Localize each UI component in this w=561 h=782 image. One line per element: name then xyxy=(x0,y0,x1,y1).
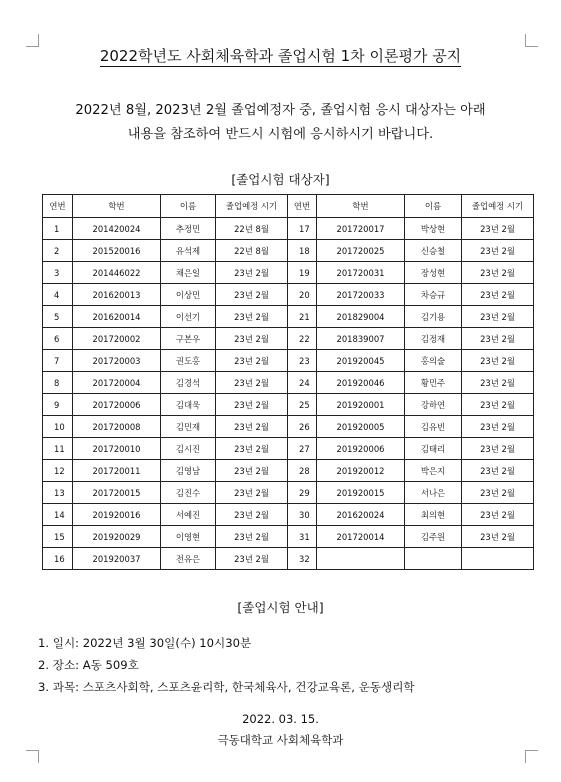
table-row xyxy=(43,262,534,284)
table-row xyxy=(43,416,534,438)
cell-student-id: 201720002 xyxy=(73,328,161,350)
header-student-id: 학번 xyxy=(73,195,161,218)
cell-student-id xyxy=(317,548,405,570)
cell-graduation: 23년 2월 xyxy=(216,306,288,328)
cell-student-id: 201446022 xyxy=(73,262,161,284)
cell-no: 14 xyxy=(43,504,73,526)
cell-graduation: 23년 2월 xyxy=(216,262,288,284)
intro-line-2: 내용을 참조하여 반드시 시험에 응시하시기 바랍니다. xyxy=(127,127,434,142)
intro-line-1: 2022년 8월, 2023년 2월 졸업예정자 중, 졸업시험 응시 대상자는 아래 xyxy=(75,103,486,118)
cell-name: 강하연 xyxy=(405,394,462,416)
notice-title-block xyxy=(0,45,561,66)
table-row xyxy=(43,482,534,504)
cell-name: 김태리 xyxy=(405,438,462,460)
cell-graduation: 23년 2월 xyxy=(462,284,534,306)
cell-graduation: 23년 2월 xyxy=(462,328,534,350)
cell-name: 이상민 xyxy=(161,284,216,306)
table-row xyxy=(43,240,534,262)
cell-name: 김대욱 xyxy=(161,394,216,416)
cell-no: 9 xyxy=(43,394,73,416)
cell-student-id: 201920037 xyxy=(73,548,161,570)
cell-name: 홍의술 xyxy=(405,350,462,372)
cell-name: 박은지 xyxy=(405,460,462,482)
table-row xyxy=(43,218,534,240)
cell-name: 이영현 xyxy=(161,526,216,548)
cell-no: 30 xyxy=(288,504,317,526)
header-no: 연번 xyxy=(288,195,317,218)
cell-no: 3 xyxy=(43,262,73,284)
cell-no: 19 xyxy=(288,262,317,284)
cell-name: 서나은 xyxy=(405,482,462,504)
cell-graduation: 23년 2월 xyxy=(216,284,288,306)
cell-student-id: 201720031 xyxy=(317,262,405,284)
table-row xyxy=(43,460,534,482)
table-row xyxy=(43,394,534,416)
cell-student-id: 201829004 xyxy=(317,306,405,328)
exam-subjects: 3. 과목: 스포츠사회학, 스포츠윤리학, 한국체육사, 건강교육론, 운동생리학 xyxy=(38,680,415,694)
table-row xyxy=(43,504,534,526)
cell-graduation: 23년 2월 xyxy=(462,218,534,240)
header-graduation: 졸업예정 시기 xyxy=(216,195,288,218)
cell-graduation: 23년 2월 xyxy=(462,416,534,438)
exam-datetime: 1. 일시: 2022년 3월 30일(수) 10시30분 xyxy=(38,636,252,650)
header-name: 이름 xyxy=(405,195,462,218)
crop-mark-bottom-left xyxy=(26,750,39,763)
cell-graduation: 23년 2월 xyxy=(462,350,534,372)
cell-student-id: 201920005 xyxy=(317,416,405,438)
cell-no: 20 xyxy=(288,284,317,306)
cell-student-id: 201720011 xyxy=(73,460,161,482)
cell-name: 황민주 xyxy=(405,372,462,394)
cell-student-id: 201920045 xyxy=(317,350,405,372)
cell-name: 장성현 xyxy=(405,262,462,284)
cell-graduation: 23년 2월 xyxy=(462,438,534,460)
cell-name: 구본우 xyxy=(161,328,216,350)
table-row xyxy=(43,350,534,372)
cell-no: 12 xyxy=(43,460,73,482)
cell-graduation xyxy=(462,548,534,570)
cell-graduation: 23년 2월 xyxy=(462,372,534,394)
cell-student-id: 201920046 xyxy=(317,372,405,394)
cell-name: 서예진 xyxy=(161,504,216,526)
cell-student-id: 201720010 xyxy=(73,438,161,460)
cell-name: 김영남 xyxy=(161,460,216,482)
cell-no: 1 xyxy=(43,218,73,240)
cell-graduation: 23년 2월 xyxy=(216,394,288,416)
cell-no: 4 xyxy=(43,284,73,306)
cell-graduation: 23년 2월 xyxy=(462,240,534,262)
cell-name: 김시진 xyxy=(161,438,216,460)
cell-student-id: 201920001 xyxy=(317,394,405,416)
cell-name xyxy=(405,548,462,570)
cell-no: 15 xyxy=(43,526,73,548)
cell-graduation: 23년 2월 xyxy=(216,482,288,504)
cell-student-id: 201720015 xyxy=(73,482,161,504)
cell-no: 17 xyxy=(288,218,317,240)
cell-no: 18 xyxy=(288,240,317,262)
cell-name: 채은일 xyxy=(161,262,216,284)
cell-no: 32 xyxy=(288,548,317,570)
cell-student-id: 201920012 xyxy=(317,460,405,482)
cell-student-id: 201920029 xyxy=(73,526,161,548)
cell-student-id: 201720006 xyxy=(73,394,161,416)
cell-student-id: 201520016 xyxy=(73,240,161,262)
table-header-row xyxy=(43,195,534,218)
cell-name: 권도홍 xyxy=(161,350,216,372)
table-row xyxy=(43,306,534,328)
header-graduation: 졸업예정 시기 xyxy=(462,195,534,218)
cell-name: 추정민 xyxy=(161,218,216,240)
cell-no: 6 xyxy=(43,328,73,350)
cell-name: 전유은 xyxy=(161,548,216,570)
cell-no: 13 xyxy=(43,482,73,504)
cell-graduation: 23년 2월 xyxy=(216,416,288,438)
cell-no: 28 xyxy=(288,460,317,482)
table-row xyxy=(43,284,534,306)
cell-student-id: 201720003 xyxy=(73,350,161,372)
cell-name: 김기용 xyxy=(405,306,462,328)
crop-mark-bottom-right xyxy=(525,750,538,763)
table-row xyxy=(43,438,534,460)
cell-no: 25 xyxy=(288,394,317,416)
cell-no: 16 xyxy=(43,548,73,570)
cell-name: 김주원 xyxy=(405,526,462,548)
cell-graduation: 23년 2월 xyxy=(216,548,288,570)
header-student-id: 학번 xyxy=(317,195,405,218)
header-name: 이름 xyxy=(161,195,216,218)
cell-name: 김진수 xyxy=(161,482,216,504)
cell-student-id: 201720004 xyxy=(73,372,161,394)
cell-student-id: 201620013 xyxy=(73,284,161,306)
cell-graduation: 23년 2월 xyxy=(462,394,534,416)
cell-student-id: 201420024 xyxy=(73,218,161,240)
cell-name: 박상현 xyxy=(405,218,462,240)
cell-no: 8 xyxy=(43,372,73,394)
cell-graduation: 23년 2월 xyxy=(216,372,288,394)
cell-name: 김유빈 xyxy=(405,416,462,438)
cell-name: 김정재 xyxy=(405,328,462,350)
cell-student-id: 201720017 xyxy=(317,218,405,240)
cell-graduation: 23년 2월 xyxy=(216,328,288,350)
cell-graduation: 23년 2월 xyxy=(216,438,288,460)
cell-name: 이선기 xyxy=(161,306,216,328)
table-row xyxy=(43,526,534,548)
cell-student-id: 201620014 xyxy=(73,306,161,328)
guide-heading: [졸업시험 안내] xyxy=(237,600,324,615)
cell-no: 7 xyxy=(43,350,73,372)
notice-title: 2022학년도 사회체육학과 졸업시험 1차 이론평가 공지 xyxy=(99,47,462,65)
cell-student-id: 201720014 xyxy=(317,526,405,548)
header-no: 연번 xyxy=(43,195,73,218)
cell-graduation: 23년 2월 xyxy=(216,350,288,372)
cell-student-id: 201839007 xyxy=(317,328,405,350)
cell-graduation: 23년 2월 xyxy=(462,526,534,548)
cell-no: 10 xyxy=(43,416,73,438)
cell-name: 차승규 xyxy=(405,284,462,306)
exam-location: 2. 장소: A동 509호 xyxy=(38,658,139,672)
cell-graduation: 23년 2월 xyxy=(216,504,288,526)
cell-graduation: 23년 2월 xyxy=(462,482,534,504)
cell-name: 김경석 xyxy=(161,372,216,394)
table-row xyxy=(43,372,534,394)
cell-graduation: 23년 2월 xyxy=(216,460,288,482)
cell-no: 22 xyxy=(288,328,317,350)
cell-no: 5 xyxy=(43,306,73,328)
cell-no: 31 xyxy=(288,526,317,548)
cell-no: 21 xyxy=(288,306,317,328)
cell-no: 23 xyxy=(288,350,317,372)
cell-student-id: 201720025 xyxy=(317,240,405,262)
cell-graduation: 22년 8월 xyxy=(216,240,288,262)
cell-name: 최의현 xyxy=(405,504,462,526)
cell-no: 29 xyxy=(288,482,317,504)
intro-paragraph xyxy=(20,99,541,147)
cell-graduation: 23년 2월 xyxy=(462,504,534,526)
cell-student-id: 201920016 xyxy=(73,504,161,526)
candidate-table xyxy=(42,194,534,570)
cell-graduation: 23년 2월 xyxy=(462,262,534,284)
roster-heading: [졸업시험 대상자] xyxy=(231,172,330,187)
cell-no: 11 xyxy=(43,438,73,460)
notice-date: 2022. 03. 15. xyxy=(242,712,319,726)
cell-name: 유석제 xyxy=(161,240,216,262)
exam-info xyxy=(38,632,415,698)
cell-student-id: 201920006 xyxy=(317,438,405,460)
cell-no: 26 xyxy=(288,416,317,438)
cell-graduation: 22년 8월 xyxy=(216,218,288,240)
table-row xyxy=(43,328,534,350)
cell-name: 신승철 xyxy=(405,240,462,262)
cell-student-id: 201720008 xyxy=(73,416,161,438)
cell-student-id: 201720033 xyxy=(317,284,405,306)
cell-no: 2 xyxy=(43,240,73,262)
table-row xyxy=(43,548,534,570)
cell-student-id: 201920015 xyxy=(317,482,405,504)
cell-student-id: 201620024 xyxy=(317,504,405,526)
cell-graduation: 23년 2월 xyxy=(216,526,288,548)
cell-graduation: 23년 2월 xyxy=(462,460,534,482)
cell-graduation: 23년 2월 xyxy=(462,306,534,328)
cell-name: 김민재 xyxy=(161,416,216,438)
table-body xyxy=(43,218,534,570)
cell-no: 27 xyxy=(288,438,317,460)
cell-no: 24 xyxy=(288,372,317,394)
organization-name: 극동대학교 사회체육학과 xyxy=(217,733,344,747)
